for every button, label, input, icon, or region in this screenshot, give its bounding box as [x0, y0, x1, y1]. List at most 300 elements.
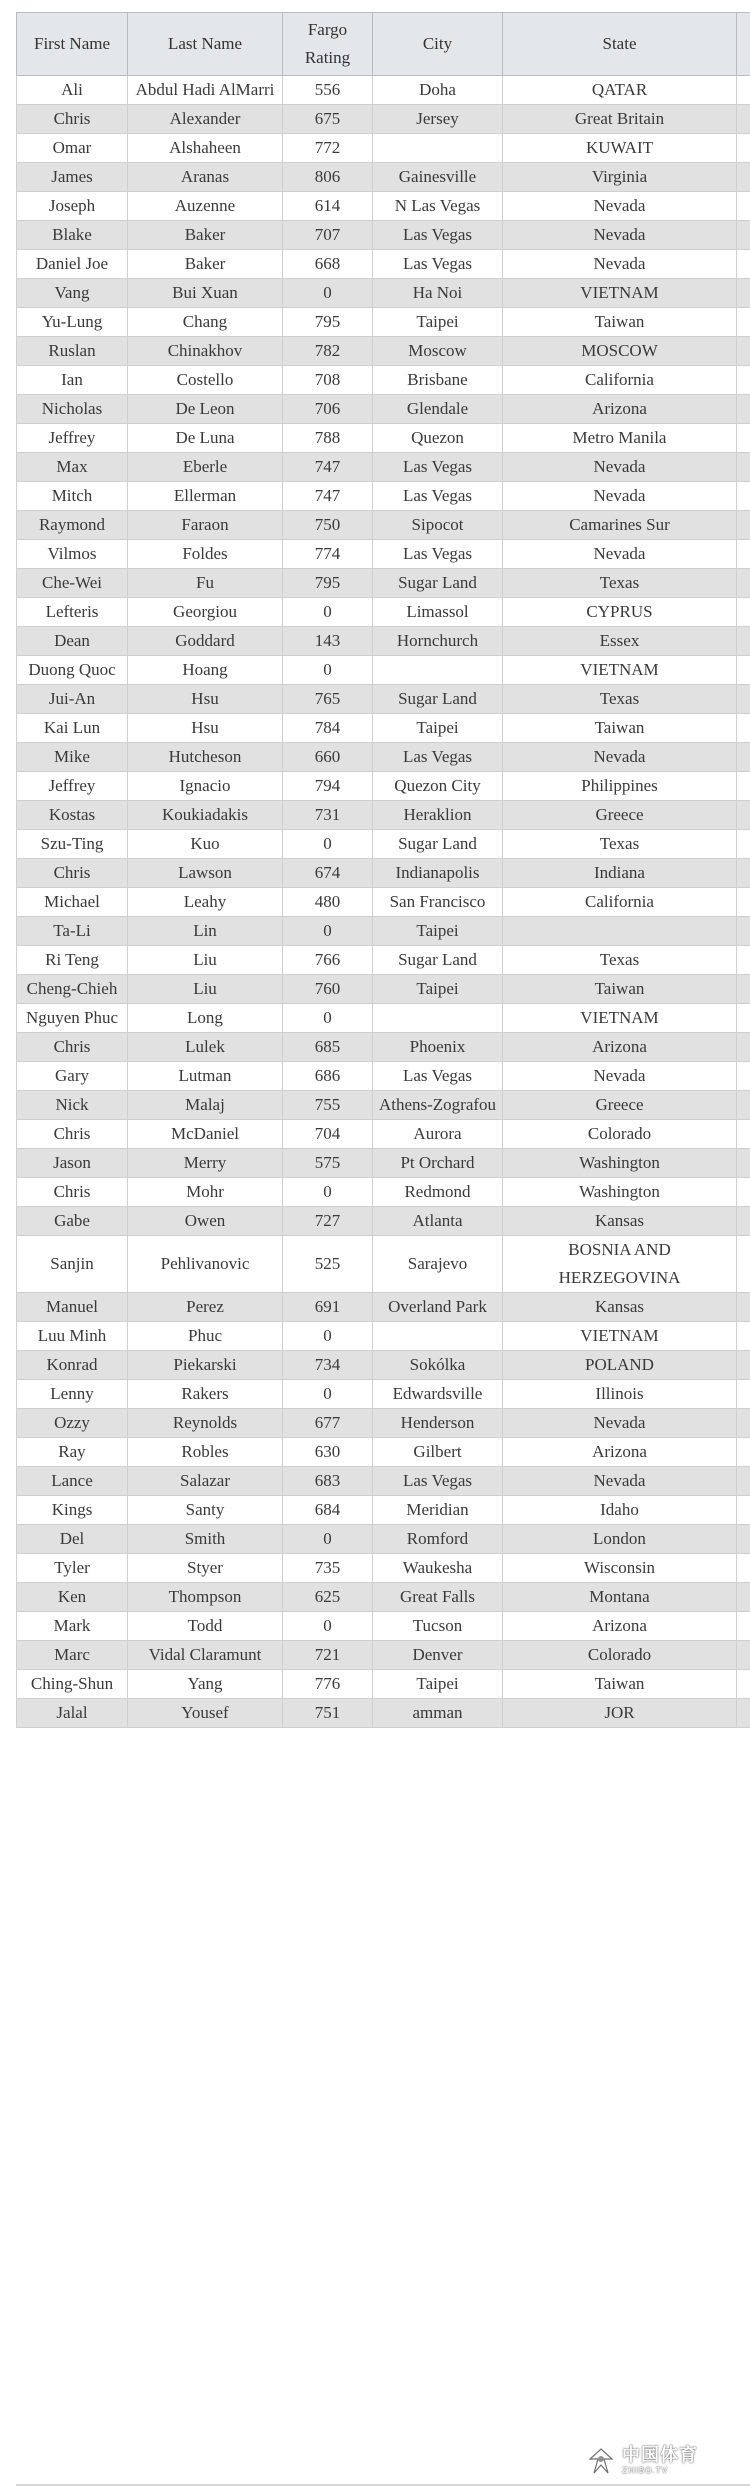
extra-column-cell: [737, 1525, 750, 1554]
extra-column-cell: [737, 917, 750, 946]
table-row: [17, 134, 750, 163]
fargo-rating-cell: 0: [283, 1612, 373, 1641]
table-row: [17, 540, 750, 569]
state-cell: Nevada: [503, 453, 737, 482]
table-row: [17, 1467, 750, 1496]
extra-column-cell: [737, 1641, 750, 1670]
extra-column-cell: [737, 250, 750, 279]
watermark-main-text: 中国体育: [622, 2445, 698, 2466]
state-cell: Nevada: [503, 743, 737, 772]
table-row: [17, 1438, 750, 1467]
first-name-cell: Vilmos: [17, 540, 128, 569]
last-name-cell: Liu: [128, 946, 283, 975]
fargo-rating-cell: 0: [283, 917, 373, 946]
table-body: [17, 76, 750, 1728]
watermark-sub-text: ZHIBO.TV: [622, 2466, 669, 2475]
last-name-cell: Foldes: [128, 540, 283, 569]
first-name-cell: Jason: [17, 1149, 128, 1178]
fargo-rating-cell: 794: [283, 772, 373, 801]
city-cell: Romford: [373, 1525, 503, 1554]
table-row: [17, 482, 750, 511]
city-cell: [373, 134, 503, 163]
state-cell: Camarines Sur: [503, 511, 737, 540]
state-cell: VIETNAM: [503, 279, 737, 308]
table-row: [17, 801, 750, 830]
state-cell: Arizona: [503, 1438, 737, 1467]
extra-column-cell: [737, 1207, 750, 1236]
first-name-cell: Joseph: [17, 192, 128, 221]
first-name-cell: Jui-An: [17, 685, 128, 714]
first-name-cell: Jeffrey: [17, 424, 128, 453]
fargo-rating-cell: 0: [283, 1004, 373, 1033]
extra-column-cell: [737, 1033, 750, 1062]
first-name-cell: Kai Lun: [17, 714, 128, 743]
last-name-cell: Aranas: [128, 163, 283, 192]
state-cell: Nevada: [503, 482, 737, 511]
table-row: [17, 714, 750, 743]
first-name-cell: Chris: [17, 1120, 128, 1149]
city-cell: Las Vegas: [373, 250, 503, 279]
last-name-cell: Robles: [128, 1438, 283, 1467]
first-name-cell: Mike: [17, 743, 128, 772]
extra-column-cell: [737, 511, 750, 540]
city-cell: Hornchurch: [373, 627, 503, 656]
state-cell: Nevada: [503, 250, 737, 279]
table-row: [17, 946, 750, 975]
extra-column-cell: [737, 1293, 750, 1322]
first-name-cell: Blake: [17, 221, 128, 250]
table-row: [17, 221, 750, 250]
extra-column-cell: [737, 1438, 750, 1467]
state-cell: California: [503, 366, 737, 395]
state-cell: Texas: [503, 569, 737, 598]
last-name-cell: Owen: [128, 1207, 283, 1236]
state-cell: [503, 917, 737, 946]
first-name-cell: Dean: [17, 627, 128, 656]
first-name-cell: Max: [17, 453, 128, 482]
extra-column-cell: [737, 134, 750, 163]
extra-column-cell: [737, 627, 750, 656]
fargo-rating-cell: 747: [283, 482, 373, 511]
table-row: [17, 830, 750, 859]
first-name-cell: Yu-Lung: [17, 308, 128, 337]
city-cell: Phoenix: [373, 1033, 503, 1062]
last-name-cell: Long: [128, 1004, 283, 1033]
city-cell: Sipocot: [373, 511, 503, 540]
table-row: [17, 395, 750, 424]
fargo-rating-cell: 625: [283, 1583, 373, 1612]
state-cell: CYPRUS: [503, 598, 737, 627]
first-name-cell: Konrad: [17, 1351, 128, 1380]
first-name-cell: Ken: [17, 1583, 128, 1612]
extra-column-cell: [737, 105, 750, 134]
player-table: [16, 12, 750, 1728]
table-row: [17, 1641, 750, 1670]
fargo-rating-cell: 751: [283, 1699, 373, 1728]
last-name-cell: Santy: [128, 1496, 283, 1525]
table-header-row: [17, 13, 750, 76]
first-name-cell: Kings: [17, 1496, 128, 1525]
city-cell: Great Falls: [373, 1583, 503, 1612]
first-name-cell: Michael: [17, 888, 128, 917]
city-cell: Limassol: [373, 598, 503, 627]
table-row: [17, 1062, 750, 1091]
city-cell: Sugar Land: [373, 569, 503, 598]
table-row: [17, 1236, 750, 1293]
city-cell: Indianapolis: [373, 859, 503, 888]
table-row: [17, 1149, 750, 1178]
fargo-rating-cell: 782: [283, 337, 373, 366]
table-row: [17, 366, 750, 395]
city-cell: Sugar Land: [373, 946, 503, 975]
first-name-cell: Daniel Joe: [17, 250, 128, 279]
state-cell: VIETNAM: [503, 1004, 737, 1033]
first-name-cell: Gary: [17, 1062, 128, 1091]
city-cell: Las Vegas: [373, 1467, 503, 1496]
table-row: [17, 743, 750, 772]
city-cell: Sugar Land: [373, 685, 503, 714]
first-name-cell: Szu-Ting: [17, 830, 128, 859]
first-name-cell: Chris: [17, 1178, 128, 1207]
last-name-cell: Lutman: [128, 1062, 283, 1091]
fargo-rating-cell: 677: [283, 1409, 373, 1438]
state-cell: Nevada: [503, 1062, 737, 1091]
last-name-cell: Chinakhov: [128, 337, 283, 366]
header-first-name: First Name: [17, 13, 128, 76]
extra-column-cell: [737, 1351, 750, 1380]
last-name-cell: Kuo: [128, 830, 283, 859]
last-name-cell: Phuc: [128, 1322, 283, 1351]
extra-column-cell: [737, 685, 750, 714]
state-cell: Illinois: [503, 1380, 737, 1409]
city-cell: Denver: [373, 1641, 503, 1670]
state-cell: Idaho: [503, 1496, 737, 1525]
table-row: [17, 1583, 750, 1612]
city-cell: Doha: [373, 76, 503, 105]
state-cell: BOSNIA AND HERZEGOVINA: [503, 1236, 737, 1293]
watermark-logo-icon: [586, 2446, 616, 2476]
last-name-cell: Styer: [128, 1554, 283, 1583]
fargo-rating-cell: 750: [283, 511, 373, 540]
table-row: [17, 1670, 750, 1699]
extra-column-cell: [737, 424, 750, 453]
first-name-cell: Lefteris: [17, 598, 128, 627]
state-cell: Nevada: [503, 221, 737, 250]
last-name-cell: Baker: [128, 221, 283, 250]
table-row: [17, 772, 750, 801]
fargo-rating-cell: 480: [283, 888, 373, 917]
first-name-cell: Nicholas: [17, 395, 128, 424]
state-cell: Metro Manila: [503, 424, 737, 453]
state-cell: Colorado: [503, 1120, 737, 1149]
fargo-rating-cell: 660: [283, 743, 373, 772]
last-name-cell: Alexander: [128, 105, 283, 134]
first-name-cell: Tyler: [17, 1554, 128, 1583]
last-name-cell: Hsu: [128, 685, 283, 714]
extra-column-cell: [737, 1699, 750, 1728]
table-row: [17, 975, 750, 1004]
extra-column-cell: [737, 1236, 750, 1293]
last-name-cell: De Luna: [128, 424, 283, 453]
extra-column-cell: [737, 395, 750, 424]
fargo-rating-cell: 0: [283, 1322, 373, 1351]
fargo-rating-cell: 755: [283, 1091, 373, 1120]
fargo-rating-cell: 0: [283, 1525, 373, 1554]
state-cell: JOR: [503, 1699, 737, 1728]
extra-column-cell: [737, 975, 750, 1004]
first-name-cell: Ray: [17, 1438, 128, 1467]
city-cell: Tucson: [373, 1612, 503, 1641]
fargo-rating-cell: 795: [283, 308, 373, 337]
city-cell: Gainesville: [373, 163, 503, 192]
fargo-rating-cell: 706: [283, 395, 373, 424]
watermark-text: [622, 2447, 698, 2475]
fargo-rating-cell: 525: [283, 1236, 373, 1293]
table-row: [17, 1525, 750, 1554]
city-cell: Jersey: [373, 105, 503, 134]
state-cell: Arizona: [503, 1612, 737, 1641]
first-name-cell: Ri Teng: [17, 946, 128, 975]
first-name-cell: Ching-Shun: [17, 1670, 128, 1699]
last-name-cell: Rakers: [128, 1380, 283, 1409]
extra-column-cell: [737, 830, 750, 859]
table-row: [17, 1380, 750, 1409]
table-row: [17, 685, 750, 714]
city-cell: Sarajevo: [373, 1236, 503, 1293]
first-name-cell: Chris: [17, 859, 128, 888]
city-cell: Brisbane: [373, 366, 503, 395]
state-cell: Wisconsin: [503, 1554, 737, 1583]
last-name-cell: Merry: [128, 1149, 283, 1178]
extra-column-cell: [737, 453, 750, 482]
table-row: [17, 424, 750, 453]
city-cell: Taipei: [373, 1670, 503, 1699]
fargo-rating-cell: 0: [283, 598, 373, 627]
first-name-cell: Duong Quoc: [17, 656, 128, 685]
state-cell: Greece: [503, 801, 737, 830]
fargo-rating-cell: 691: [283, 1293, 373, 1322]
city-cell: Pt Orchard: [373, 1149, 503, 1178]
last-name-cell: Koukiadakis: [128, 801, 283, 830]
first-name-cell: Lance: [17, 1467, 128, 1496]
last-name-cell: De Leon: [128, 395, 283, 424]
first-name-cell: Nguyen Phuc: [17, 1004, 128, 1033]
city-cell: Edwardsville: [373, 1380, 503, 1409]
last-name-cell: Hsu: [128, 714, 283, 743]
city-cell: Aurora: [373, 1120, 503, 1149]
last-name-cell: Perez: [128, 1293, 283, 1322]
state-cell: Great Britain: [503, 105, 737, 134]
last-name-cell: Mohr: [128, 1178, 283, 1207]
state-cell: Nevada: [503, 540, 737, 569]
last-name-cell: Pehlivanovic: [128, 1236, 283, 1293]
city-cell: Sokólka: [373, 1351, 503, 1380]
extra-column-cell: [737, 1091, 750, 1120]
first-name-cell: Del: [17, 1525, 128, 1554]
extra-column-cell: [737, 1149, 750, 1178]
header-last-name: Last Name: [128, 13, 283, 76]
table-row: [17, 279, 750, 308]
last-name-cell: Bui Xuan: [128, 279, 283, 308]
state-cell: Taiwan: [503, 308, 737, 337]
table-row: [17, 656, 750, 685]
last-name-cell: Piekarski: [128, 1351, 283, 1380]
first-name-cell: Raymond: [17, 511, 128, 540]
first-name-cell: Sanjin: [17, 1236, 128, 1293]
extra-column-cell: [737, 366, 750, 395]
last-name-cell: Alshaheen: [128, 134, 283, 163]
city-cell: Quezon City: [373, 772, 503, 801]
city-cell: [373, 1004, 503, 1033]
last-name-cell: Yousef: [128, 1699, 283, 1728]
last-name-cell: Salazar: [128, 1467, 283, 1496]
last-name-cell: Fu: [128, 569, 283, 598]
city-cell: Taipei: [373, 917, 503, 946]
extra-column-cell: [737, 772, 750, 801]
fargo-rating-cell: 668: [283, 250, 373, 279]
last-name-cell: Goddard: [128, 627, 283, 656]
extra-column-cell: [737, 337, 750, 366]
city-cell: Waukesha: [373, 1554, 503, 1583]
table-row: [17, 1178, 750, 1207]
extra-column-cell: [737, 1322, 750, 1351]
extra-column-cell: [737, 1670, 750, 1699]
last-name-cell: Hoang: [128, 656, 283, 685]
table-row: [17, 76, 750, 105]
table-row: [17, 1554, 750, 1583]
state-cell: MOSCOW: [503, 337, 737, 366]
last-name-cell: Baker: [128, 250, 283, 279]
extra-column-cell: [737, 163, 750, 192]
first-name-cell: Luu Minh: [17, 1322, 128, 1351]
first-name-cell: Ruslan: [17, 337, 128, 366]
header-city: City: [373, 13, 503, 76]
first-name-cell: Chris: [17, 1033, 128, 1062]
city-cell: Las Vegas: [373, 540, 503, 569]
state-cell: KUWAIT: [503, 134, 737, 163]
header-fargo-rating: Fargo Rating: [283, 13, 373, 76]
state-cell: Essex: [503, 627, 737, 656]
state-cell: London: [503, 1525, 737, 1554]
state-cell: Texas: [503, 946, 737, 975]
extra-column-cell: [737, 656, 750, 685]
table-row: [17, 1207, 750, 1236]
fargo-rating-cell: 784: [283, 714, 373, 743]
state-cell: Arizona: [503, 395, 737, 424]
extra-column-cell: [737, 1467, 750, 1496]
last-name-cell: Thompson: [128, 1583, 283, 1612]
last-name-cell: Todd: [128, 1612, 283, 1641]
extra-column-cell: [737, 1178, 750, 1207]
extra-column-cell: [737, 1380, 750, 1409]
last-name-cell: Chang: [128, 308, 283, 337]
table-row: [17, 627, 750, 656]
table-row: [17, 569, 750, 598]
first-name-cell: Vang: [17, 279, 128, 308]
extra-column-cell: [737, 279, 750, 308]
first-name-cell: Gabe: [17, 1207, 128, 1236]
fargo-rating-cell: 731: [283, 801, 373, 830]
table-row: [17, 1409, 750, 1438]
table-row: [17, 1091, 750, 1120]
extra-column-cell: [737, 482, 750, 511]
header-extra-column: [737, 13, 750, 76]
last-name-cell: Lulek: [128, 1033, 283, 1062]
first-name-cell: Jalal: [17, 1699, 128, 1728]
fargo-rating-cell: 0: [283, 830, 373, 859]
state-cell: Texas: [503, 830, 737, 859]
extra-column-cell: [737, 540, 750, 569]
last-name-cell: Lin: [128, 917, 283, 946]
city-cell: N Las Vegas: [373, 192, 503, 221]
table-row: [17, 598, 750, 627]
last-name-cell: Malaj: [128, 1091, 283, 1120]
table-row: [17, 1120, 750, 1149]
city-cell: Meridian: [373, 1496, 503, 1525]
header-state: State: [503, 13, 737, 76]
state-cell: Nevada: [503, 1409, 737, 1438]
extra-column-cell: [737, 1062, 750, 1091]
first-name-cell: Chris: [17, 105, 128, 134]
extra-column-cell: [737, 888, 750, 917]
city-cell: Las Vegas: [373, 1062, 503, 1091]
fargo-rating-cell: 734: [283, 1351, 373, 1380]
state-cell: POLAND: [503, 1351, 737, 1380]
state-cell: Philippines: [503, 772, 737, 801]
fargo-rating-cell: 686: [283, 1062, 373, 1091]
last-name-cell: Hutcheson: [128, 743, 283, 772]
city-cell: San Francisco: [373, 888, 503, 917]
table-row: [17, 1293, 750, 1322]
extra-column-cell: [737, 1120, 750, 1149]
last-name-cell: Yang: [128, 1670, 283, 1699]
table-row: [17, 1033, 750, 1062]
state-cell: Montana: [503, 1583, 737, 1612]
city-cell: Athens-Zografou: [373, 1091, 503, 1120]
city-cell: Las Vegas: [373, 221, 503, 250]
city-cell: Redmond: [373, 1178, 503, 1207]
state-cell: Washington: [503, 1178, 737, 1207]
fargo-rating-cell: 143: [283, 627, 373, 656]
table-row: [17, 1496, 750, 1525]
fargo-rating-cell: 765: [283, 685, 373, 714]
fargo-rating-cell: 0: [283, 656, 373, 685]
city-cell: Las Vegas: [373, 743, 503, 772]
fargo-rating-cell: 704: [283, 1120, 373, 1149]
city-cell: amman: [373, 1699, 503, 1728]
state-cell: Taiwan: [503, 975, 737, 1004]
extra-column-cell: [737, 1554, 750, 1583]
fargo-rating-cell: 0: [283, 1178, 373, 1207]
fargo-rating-cell: 788: [283, 424, 373, 453]
last-name-cell: Vidal Claramunt: [128, 1641, 283, 1670]
first-name-cell: Jeffrey: [17, 772, 128, 801]
table-row: [17, 250, 750, 279]
first-name-cell: Mitch: [17, 482, 128, 511]
city-cell: Glendale: [373, 395, 503, 424]
first-name-cell: Mark: [17, 1612, 128, 1641]
state-cell: QATAR: [503, 76, 737, 105]
table-row: [17, 1004, 750, 1033]
state-cell: Taiwan: [503, 714, 737, 743]
fargo-rating-cell: 708: [283, 366, 373, 395]
extra-column-cell: [737, 308, 750, 337]
city-cell: Heraklion: [373, 801, 503, 830]
last-name-cell: Leahy: [128, 888, 283, 917]
fargo-rating-cell: 684: [283, 1496, 373, 1525]
fargo-rating-cell: 747: [283, 453, 373, 482]
fargo-rating-cell: 806: [283, 163, 373, 192]
